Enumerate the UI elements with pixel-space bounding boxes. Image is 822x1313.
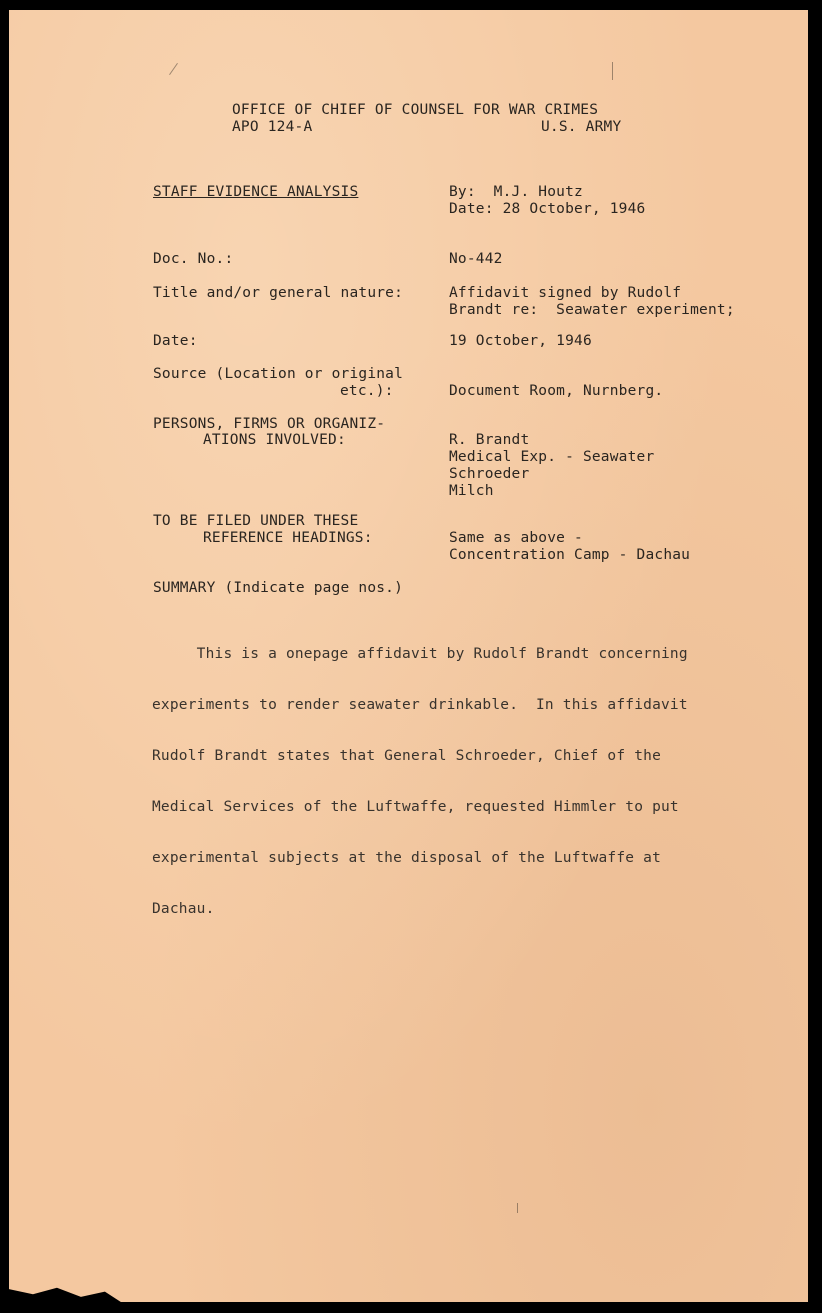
source-label-line-1: Source (Location or original xyxy=(153,366,404,382)
summary-line: experimental subjects at the disposal of the Luftwaffe at xyxy=(152,850,661,866)
apo-number: APO 124-A xyxy=(232,119,313,135)
summary-line: Medical Services of the Luftwaffe, requested Himmler to put xyxy=(152,799,679,815)
doc-no-value: No-442 xyxy=(449,251,503,267)
army-label: U.S. ARMY xyxy=(541,119,622,135)
title-value-line-2: Brandt re: Seawater experiment; xyxy=(449,302,735,318)
summary-label: SUMMARY (Indicate page nos.) xyxy=(153,580,404,596)
title-label: Title and/or general nature: xyxy=(153,285,404,301)
summary-line: This is a onepage affidavit by Rudolf Brandt concerning xyxy=(152,646,688,662)
pencil-mark xyxy=(517,1203,518,1213)
filed-label-line-1: TO BE FILED UNDER THESE xyxy=(153,513,359,529)
persons-value-3: Schroeder xyxy=(449,466,530,482)
filed-value-1: Same as above - xyxy=(449,530,583,546)
persons-value-4: Milch xyxy=(449,483,494,499)
date-label: Date: xyxy=(153,333,198,349)
source-label-line-2: etc.): xyxy=(340,383,394,399)
summary-line: Rudolf Brandt states that General Schroeder, Chief of the xyxy=(152,748,661,764)
persons-value-2: Medical Exp. - Seawater xyxy=(449,449,655,465)
title-value-line-1: Affidavit signed by Rudolf xyxy=(449,285,682,301)
persons-value-1: R. Brandt xyxy=(449,432,530,448)
summary-paragraph xyxy=(152,612,752,952)
date-value: 19 October, 1946 xyxy=(449,333,592,349)
filed-label-line-2: REFERENCE HEADINGS: xyxy=(203,530,373,546)
pencil-mark xyxy=(612,62,613,80)
persons-label-line-1: PERSONS, FIRMS OR ORGANIZ- xyxy=(153,416,386,432)
summary-line: experiments to render seawater drinkable. In this affidavit xyxy=(152,697,688,713)
office-heading: OFFICE OF CHIEF OF COUNSEL FOR WAR CRIMES xyxy=(232,102,599,118)
analysis-date: Date: 28 October, 1946 xyxy=(449,201,646,217)
analyst-name: By: M.J. Houtz xyxy=(449,184,583,200)
filed-value-2: Concentration Camp - Dachau xyxy=(449,547,691,563)
persons-label-line-2: ATIONS INVOLVED: xyxy=(203,432,346,448)
doc-no-label: Doc. No.: xyxy=(153,251,234,267)
analysis-title: STAFF EVIDENCE ANALYSIS xyxy=(153,184,359,200)
source-value: Document Room, Nurnberg. xyxy=(449,383,664,399)
summary-line: Dachau. xyxy=(152,901,215,917)
pencil-mark xyxy=(169,63,178,75)
